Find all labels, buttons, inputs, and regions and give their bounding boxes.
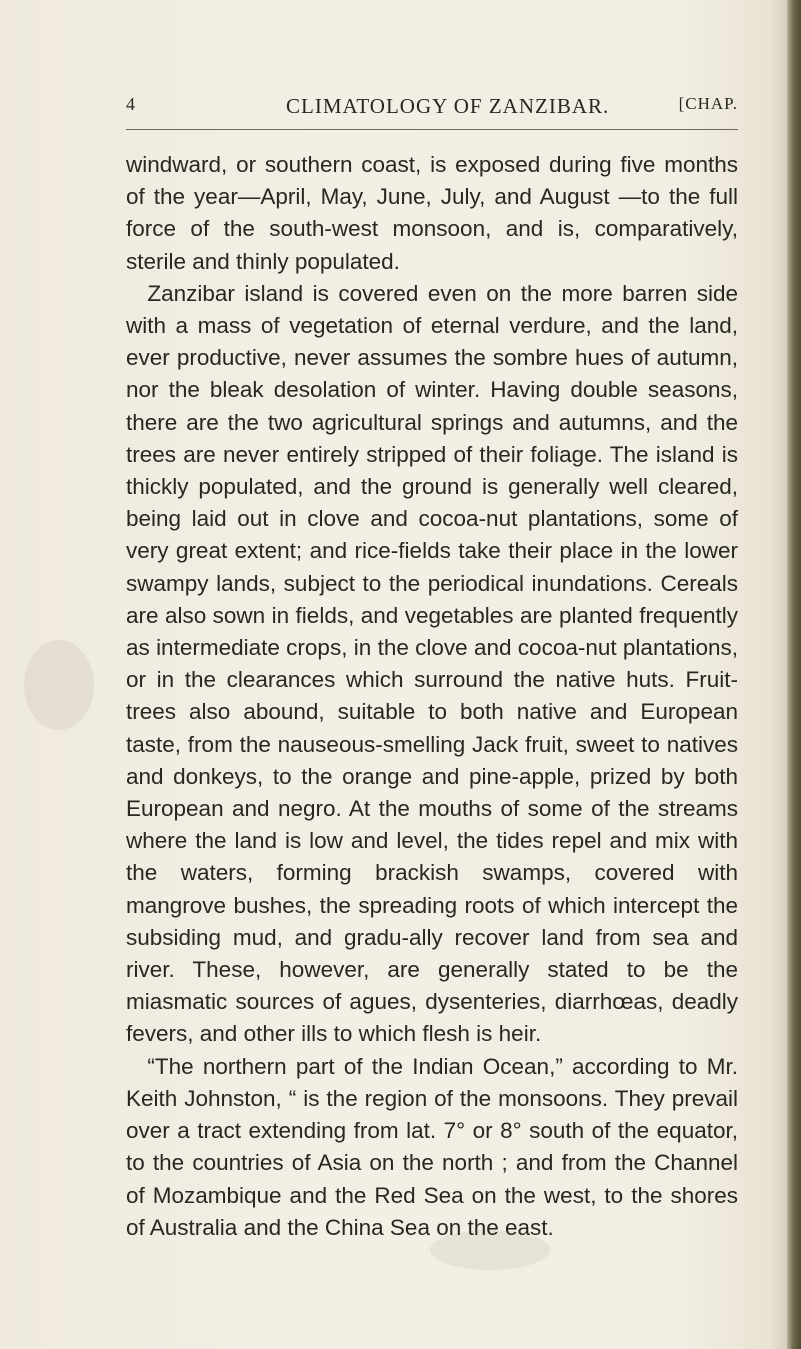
running-header (126, 94, 738, 124)
page-number: 4 (126, 94, 135, 114)
body-text (126, 149, 738, 1244)
paragraph: windward, or southern coast, is exposed during five months of the year—April, May, June, July, and August —to the full force of the south-west monsoon, and is, comparatively, sterile and thinly populated. (126, 152, 738, 274)
page-stain (24, 640, 94, 730)
running-title: CLIMATOLOGY OF ZANZIBAR. (286, 94, 610, 118)
page-edge (787, 0, 801, 1349)
chapter-mark: [CHAP. (678, 94, 738, 113)
header-rule (126, 129, 738, 130)
paragraph: Zanzibar island is covered even on the more barren side with a mass of vegetation of eternal verdure, and the land, ever productive, never assumes the sombre hues of autumn, nor the bleak desolation of winter. Having double seasons, there are the two agricultural springs and autumns, and the trees are never entirely stripped of their foliage. The island is thickly populated, and the ground is generally well cleared, being laid out in clove and cocoa-nut plantations, some of very great extent; and rice-fields take their place in the lower swampy lands, subject to the periodical inundations. Cereals are also sown in fields, and vegetables are planted frequently as intermediate crops, in the clove and cocoa-nut plantations, or in the clearances which surround the native huts. Fruit-trees also abound, suitable to both native and European taste, from the nauseous-smelling Jack fruit, sweet to natives and donkeys, to the orange and pine-apple, prized by both European and negro. At the mouths of some of the streams where the land is low and level, the tides repel and mix with the waters, forming brackish swamps, covered with mangrove bushes, the spreading roots of which intercept the subsiding mud, and gradu-ally recover land from sea and river. These, however, are generally stated to be the miasmatic sources of agues, dysenteries, diarrhœas, deadly fevers, and other ills to which flesh is heir. (126, 280, 738, 1047)
paragraph: “The northern part of the Indian Ocean,” according to Mr. Keith Johnston, “ is the region of the monsoons. They prevail over a tract extending from lat. 7° or 8° south of the equator, to the countries of Asia on the north ; and from the Channel of Mozambique and the Red Sea on the west, to the shores of Australia and the China Sea on the east. (126, 1053, 738, 1240)
